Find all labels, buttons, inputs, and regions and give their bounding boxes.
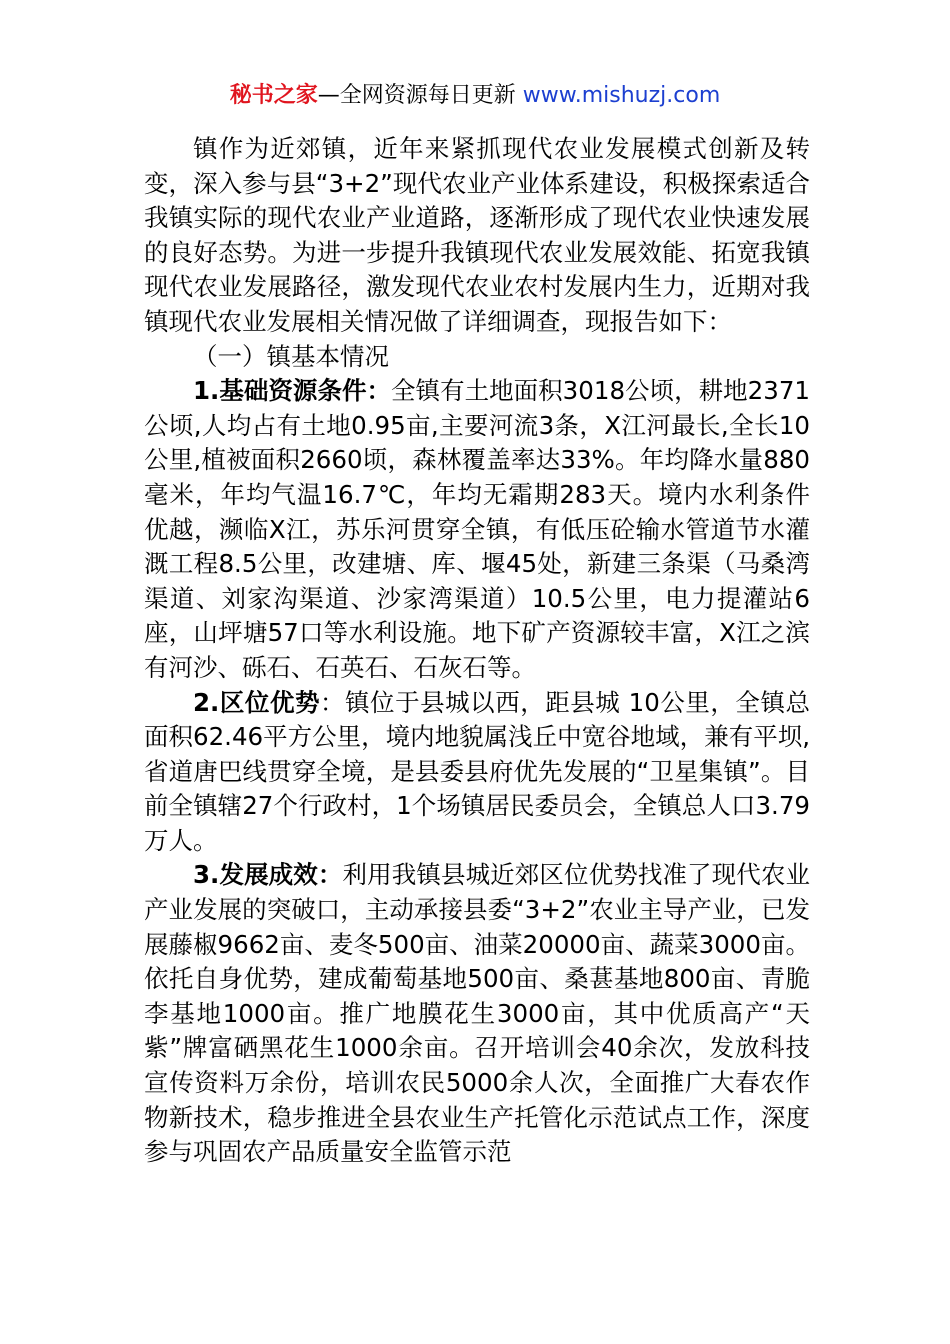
header-brand: 秘书之家 xyxy=(229,83,318,108)
item-text-results: 利用我镇县城近郊区位优势找准了现代农业产业发展的突破口，主动承接县委“3+2”农业主导产业，已发展藤椒9662亩、麦冬500亩、油菜20000亩、蔬菜3000亩。依托自身优势，建成葡萄基地500亩、桑葚基地800亩、青脆李基地1000亩。推广地膜花生3000亩，其中优质高产“天紫”牌富硒黑花生1000余亩。召开培训会40余次，发放科技宣传资料万余份，培训农民5000余人次，全面推广大春农作物新技术，稳步推进全县农业生产托管化示范试点工作，深度参与巩固农产品质量安全监管示范 xyxy=(144,860,810,1167)
item-label-location: 2.区位优势 xyxy=(193,687,320,717)
item-text-resources: 全镇有土地面积3018公顷，耕地2371公顷,人均占有土地0.95亩,主要河流3条，X江河最长,全长10公里,植被面积2660顷，森林覆盖率达33%。年均降水量880毫米，年均气温16.7℃，年均无霜期283天。境内水利条件优越，濒临X江，苏乐河贯穿全镇，有低压砼输水管道节水灌溉工程8.5公里，改建塘、库、堰45处，新建三条渠（马桑湾渠道、刘家沟渠道、沙家湾渠道）10.5公里，电力提灌站6座，山坪塘57口等水利设施。地下矿产资源较丰富，X江之滨有河沙、砾石、石英石、石灰石等。 xyxy=(144,376,811,682)
item-label-resources: 1.基础资源条件： xyxy=(193,376,392,406)
item-paragraph-location xyxy=(144,686,810,859)
intro-paragraph: 镇作为近郊镇，近年来紧抓现代农业发展模式创新及转变，深入参与县“3+2”现代农业产业体系建设，积极探索适合我镇实际的现代农业产业道路，逐渐形成了现代农业快速发展的良好态势。为进一步提升我镇现代农业发展效能、拓宽我镇现代农业发展路径，激发现代农业农村发展内生力，近期对我镇现代农业发展相关情况做了详细调查，现报告如下： xyxy=(144,134,810,336)
item-text-location: ：镇位于县城以西，距县城 10公里，全镇总面积62.46平方公里，境内地貌属浅丘中宽谷地域，兼有平坝,省道唐巴线贯穿全境，是县委县府优先发展的“卫星集镇”。目前全镇辖27个行政村，1个场镇居民委员会，全镇总人口3.79万人。 xyxy=(144,687,810,855)
header-url-link[interactable]: www.mishuzj.com xyxy=(522,83,721,108)
item-paragraph-resources xyxy=(144,374,810,685)
item-label-results: 3.发展成效： xyxy=(193,860,343,890)
section-heading: （一）镇基本情况 xyxy=(193,341,389,371)
header-slogan: —全网资源每日更新 xyxy=(317,83,516,108)
document-body xyxy=(144,132,810,1170)
page-header xyxy=(0,80,950,112)
item-paragraph-results xyxy=(144,858,810,1169)
